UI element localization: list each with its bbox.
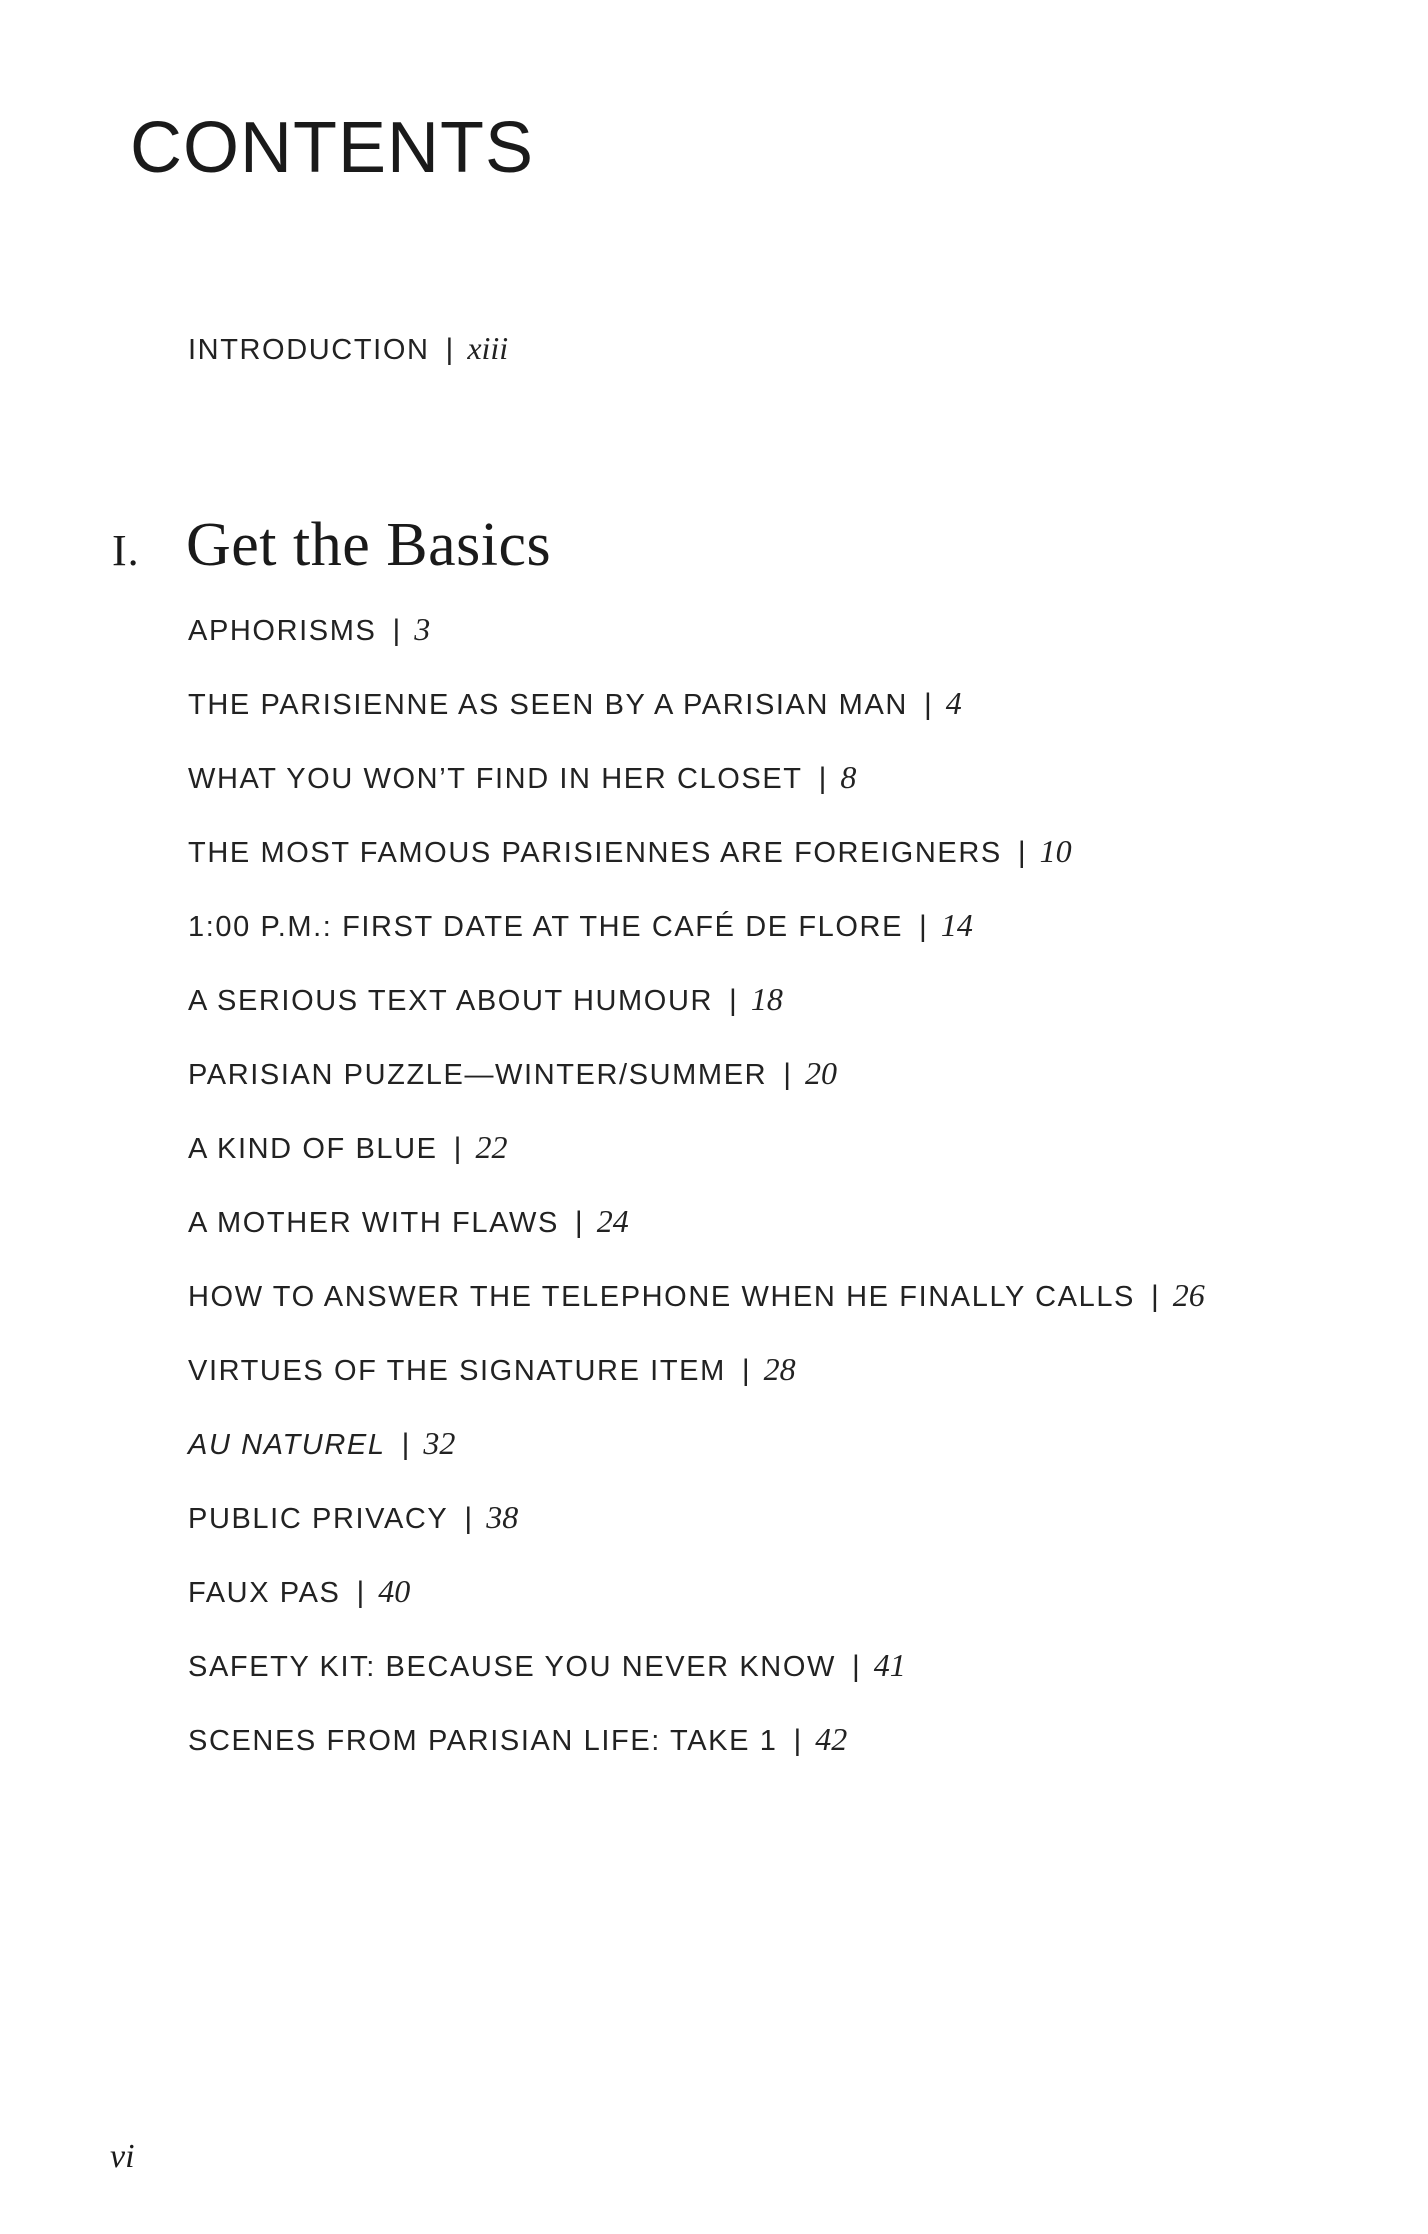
entry-title: THE MOST FAMOUS PARISIENNES ARE FOREIGNERS [188,837,1002,869]
entry-title: 1:00 P.M.: FIRST DATE AT THE CAFÉ DE FLORE [188,911,904,943]
part-heading [112,510,551,581]
toc-entry [188,1051,1205,1125]
entry-separator: | [783,1058,791,1091]
toc-entry [188,829,1205,903]
entry-title: A SERIOUS TEXT ABOUT HUMOUR [188,985,714,1017]
entry-separator: | [1017,836,1026,869]
toc-entry [188,1125,1205,1199]
entry-page-number: 42 [815,1721,848,1757]
toc-entry [188,1569,1205,1643]
entry-title: FAUX PAS [188,1577,341,1609]
toc-entry [188,1643,1205,1717]
entry-separator: | [574,1206,583,1239]
entry-separator: | [1151,1280,1159,1313]
part-title: Get the Basics [186,511,552,579]
toc-entry [188,903,1205,977]
page-folio: vi [110,2138,135,2175]
entry-title: A MOTHER WITH FLAWS [188,1207,559,1239]
toc-entry-introduction [188,330,508,367]
entry-separator: | [453,1132,462,1165]
entry-title: AU NATUREL [188,1429,386,1461]
entry-separator: | [729,984,737,1017]
entry-separator: | [741,1354,750,1387]
entry-page-number: 4 [945,685,962,721]
entry-separator: | [793,1724,802,1757]
entry-title: VIRTUES OF THE SIGNATURE ITEM [188,1355,726,1387]
entry-page-number: xiii [467,330,509,366]
entry-title: THE PARISIENNE AS SEEN BY A PARISIAN MAN [188,689,908,721]
entry-page-number: 41 [873,1647,906,1683]
entry-separator: | [401,1428,410,1461]
toc-entry [188,681,1205,755]
entry-separator: | [851,1650,860,1683]
entry-separator: | [392,614,401,647]
entry-page-number: 28 [763,1351,796,1387]
toc-entry [188,1347,1205,1421]
entry-title: HOW TO ANSWER THE TELEPHONE WHEN HE FINALLY CALLS [188,1281,1135,1313]
toc-entry [188,1495,1205,1569]
entry-title: PARISIAN PUZZLE—WINTER/SUMMER [188,1059,768,1091]
entry-title: INTRODUCTION [188,334,430,366]
entry-page-number: 40 [378,1573,411,1609]
page-title: CONTENTS [130,108,534,188]
entry-title: A KIND OF BLUE [188,1133,438,1165]
entry-separator: | [445,333,454,366]
entry-page-number: 20 [804,1055,837,1091]
entry-page-number: 8 [840,759,857,795]
entry-separator: | [818,762,827,795]
entry-title: SAFETY KIT: BECAUSE YOU NEVER KNOW [188,1651,836,1683]
toc-entry [188,607,1205,681]
entry-page-number: 18 [750,981,783,1017]
entry-title: APHORISMS [188,615,377,647]
entry-separator: | [919,910,927,943]
entry-page-number: 14 [940,907,973,943]
entry-separator: | [356,1576,365,1609]
entry-page-number: 3 [414,611,431,647]
toc-entry [188,1273,1205,1347]
toc-entry [188,1717,1205,1791]
toc-entry [188,1421,1205,1495]
entry-title: WHAT YOU WON’T FIND IN HER CLOSET [188,763,803,795]
entry-separator: | [923,688,932,721]
entry-page-number: 32 [423,1425,456,1461]
entry-page-number: 38 [486,1499,519,1535]
entry-page-number: 24 [596,1203,629,1239]
entry-title: SCENES FROM PARISIAN LIFE: TAKE 1 [188,1725,778,1757]
entry-page-number: 22 [475,1129,508,1165]
toc-list [188,607,1205,1791]
entry-page-number: 10 [1039,833,1072,869]
toc-entry [188,1199,1205,1273]
toc-entry [188,977,1205,1051]
entry-title: PUBLIC PRIVACY [188,1503,449,1535]
toc-entry [188,755,1205,829]
part-numeral: I. [112,526,140,575]
entry-page-number: 26 [1172,1277,1205,1313]
entry-separator: | [464,1502,473,1535]
